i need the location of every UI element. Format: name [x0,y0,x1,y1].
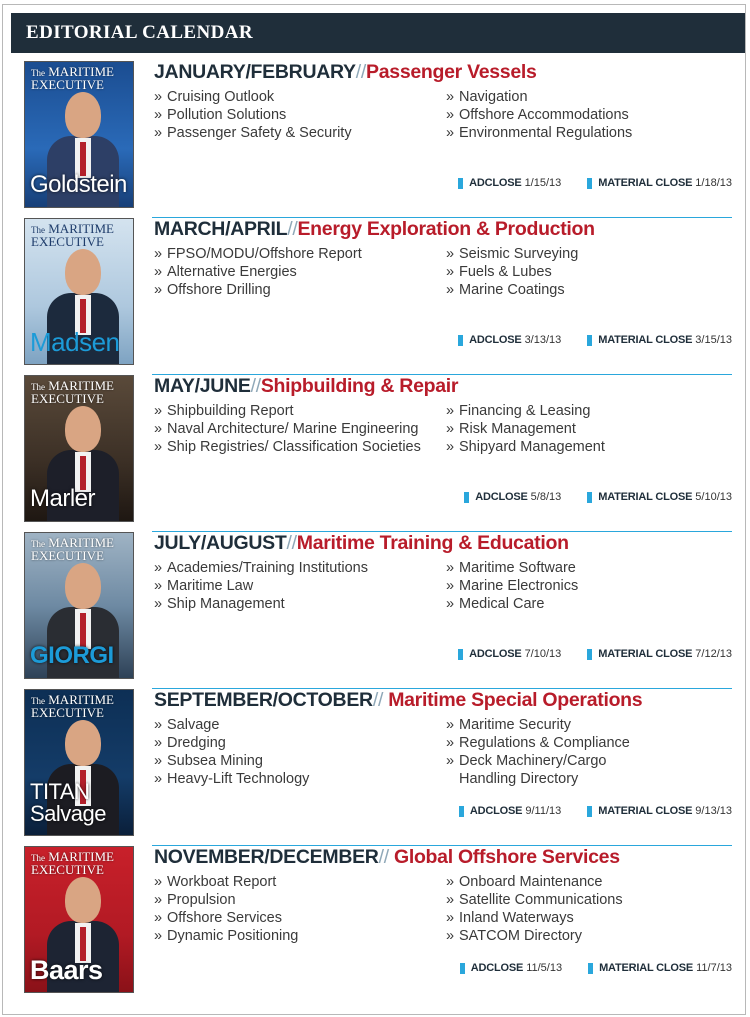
topic-item: » Medical Care [446,595,732,613]
cover-name: Baars [30,955,103,985]
topic-item: » Ship Registries/ Classification Societies [154,438,446,456]
topic-item: » Shipyard Management [446,438,732,456]
ad-close: ADCLOSE 1/15/13 [458,175,561,191]
topic-list-left [154,402,446,456]
cover-name: Goldstein [30,171,127,198]
magazine-cover-image [24,532,134,679]
ad-close: ADCLOSE 3/13/13 [458,332,561,348]
topic-item: » Marine Coatings [446,281,732,299]
title-separator: // [378,846,394,868]
close-dates [460,960,732,976]
cover-name: Marler [30,485,96,512]
material-close: MATERIAL CLOSE 9/13/13 [587,803,732,819]
topic-list-left [154,559,446,613]
topic-list-right [446,559,732,613]
topic-item: » Maritime Security [446,716,732,734]
topic-item: » Heavy-Lift Technology [154,770,446,788]
title-separator: // [287,218,298,240]
issue-title [154,532,734,554]
ad-close: ADCLOSE 5/8/13 [464,489,561,505]
material-close: MATERIAL CLOSE 11/7/13 [588,960,732,976]
topic-item: » Shipbuilding Report [154,402,446,420]
topic-item: » Dynamic Positioning [154,927,446,945]
issue-theme: Passenger Vessels [366,61,537,83]
magazine-cover-image [24,61,134,208]
title-separator: // [250,375,261,397]
topic-item: » Seismic Surveying [446,245,732,263]
close-dates [458,332,732,348]
cover-masthead: The MARITIME EXECUTIVE [31,378,114,406]
editorial-calendar-page [2,4,746,1015]
material-close: MATERIAL CLOSE 5/10/13 [587,489,732,505]
magazine-cover-image [24,218,134,365]
ad-close: ADCLOSE 11/5/13 [460,960,562,976]
topic-item: » Regulations & Compliance [446,734,732,752]
close-dates [458,175,732,191]
topic-list-right [446,88,732,142]
issue-month: SEPTEMBER/OCTOBER [154,689,373,711]
topic-item: » Offshore Drilling [154,281,446,299]
cover-masthead: The MARITIME EXECUTIVE [31,849,114,877]
topic-item: » Maritime Software [446,559,732,577]
topic-item: » Onboard Maintenance [446,873,732,891]
material-close: MATERIAL CLOSE 7/12/13 [587,646,732,662]
title-separator: // [355,61,367,83]
issue-title [154,689,734,711]
cover-masthead: The MARITIME EXECUTIVE [31,535,114,563]
topic-item: » Risk Management [446,420,732,438]
issue-title [154,375,734,397]
topic-list-left [154,88,446,142]
topic-item: » Dredging [154,734,446,752]
topic-item: » FPSO/MODU/Offshore Report [154,245,446,263]
issue-month: NOVEMBER/DECEMBER [154,846,379,868]
issue-block [24,375,732,526]
topic-item: » Workboat Report [154,873,446,891]
issue-block [24,689,732,840]
issue-block [24,846,732,997]
topic-item: » Satellite Communications [446,891,732,909]
cover-name: GIORGI [30,642,114,669]
topic-item: » Navigation [446,88,732,106]
cover-name: TITAN Salvage [30,779,107,826]
topic-item: » Ship Management [154,595,446,613]
topic-item: » Environmental Regulations [446,124,732,142]
topic-list-left [154,716,446,788]
issue-theme: Energy Exploration & Production [297,218,595,240]
issue-title [154,846,734,868]
topic-item: » Salvage [154,716,446,734]
topic-item: » Marine Electronics [446,577,732,595]
topic-list-left [154,245,446,299]
title-separator: // [286,532,297,554]
ad-close: ADCLOSE 7/10/13 [458,646,561,662]
ad-close: ADCLOSE 9/11/13 [459,803,561,819]
cover-masthead: The MARITIME EXECUTIVE [31,64,114,92]
topic-list-right [446,873,732,945]
topic-list-right [446,245,732,299]
topic-item: » Financing & Leasing [446,402,732,420]
topic-item: » Naval Architecture/ Marine Engineering [154,420,446,438]
topic-item: » Inland Waterways [446,909,732,927]
close-dates [464,489,732,505]
close-dates [459,803,732,819]
issue-block [24,218,732,369]
magazine-cover-image [24,846,134,993]
material-close: MATERIAL CLOSE 1/18/13 [587,175,732,191]
topic-item: » Deck Machinery/Cargo [446,752,732,770]
topic-item: » Academies/Training Institutions [154,559,446,577]
topic-item: » SATCOM Directory [446,927,732,945]
topic-item: » Pollution Solutions [154,106,446,124]
topic-item: » Subsea Mining [154,752,446,770]
issue-theme: Global Offshore Services [393,846,620,868]
cover-name: Madsen [30,327,120,357]
issue-block [24,61,732,212]
topic-list-left [154,873,446,945]
title-separator: // [372,689,389,711]
magazine-cover-image [24,375,134,522]
topic-item: » Cruising Outlook [154,88,446,106]
issue-theme: Maritime Training & Education [296,532,569,554]
material-close: MATERIAL CLOSE 3/15/13 [587,332,732,348]
issue-month: JULY/AUGUST [154,532,287,554]
cover-masthead: The MARITIME EXECUTIVE [31,221,114,249]
issue-month: MARCH/APRIL [154,218,288,240]
issue-title [154,61,734,83]
page-title: EDITORIAL CALENDAR [11,13,745,53]
topic-item: » Fuels & Lubes [446,263,732,281]
issue-block [24,532,732,683]
topic-list-right [446,402,732,456]
topic-item: » Maritime Law [154,577,446,595]
issue-month: MAY/JUNE [154,375,251,397]
issue-title [154,218,734,240]
close-dates [458,646,732,662]
topic-item: » Offshore Services [154,909,446,927]
issue-theme: Shipbuilding & Repair [260,375,459,397]
topic-item: » Propulsion [154,891,446,909]
issue-theme: Maritime Special Operations [388,689,643,711]
topic-item: Handling Directory [459,771,579,787]
topic-item: » Alternative Energies [154,263,446,281]
cover-masthead: The MARITIME EXECUTIVE [31,692,114,720]
issue-month: JANUARY/FEBRUARY [154,61,356,83]
topic-list-right [446,716,732,788]
topic-item: » Offshore Accommodations [446,106,732,124]
topic-item: » Passenger Safety & Security [154,124,446,142]
magazine-cover-image [24,689,134,836]
